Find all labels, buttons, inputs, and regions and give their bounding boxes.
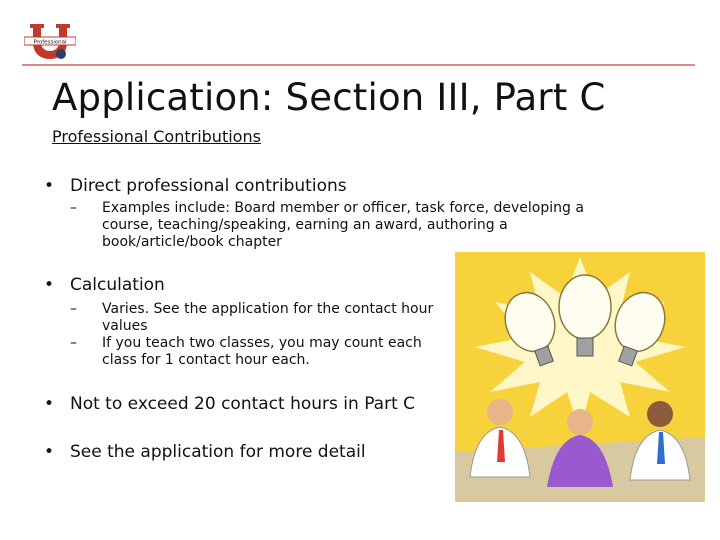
sub-bullet-varies: – Varies. See the application for the contact hour values <box>28 301 448 335</box>
bullet-see-application: • See the application for more detail <box>28 442 688 463</box>
university-logo-icon <box>24 22 76 62</box>
lightbulb-meeting-icon <box>455 252 705 502</box>
slide-title: Application: Section III, Part C <box>52 76 606 119</box>
bullet-calculation: • Calculation <box>28 275 688 296</box>
bullet-direct-contributions: • Direct professional contributions <box>28 176 688 197</box>
sub-bullet-examples: – Examples include: Board member or officer, task force, developing a course, teaching/speaking, earning an award, authoring a book/article/book chapter <box>28 200 628 251</box>
slide-subtitle: Professional Contributions <box>52 127 261 146</box>
logo-banner-text: Professional <box>33 39 67 46</box>
sub-bullet-two-classes: – If you teach two classes, you may count each class for 1 contact hour each. <box>28 335 448 369</box>
bullet-not-exceed: • Not to exceed 20 contact hours in Part C <box>28 394 688 415</box>
header-divider <box>22 64 695 66</box>
